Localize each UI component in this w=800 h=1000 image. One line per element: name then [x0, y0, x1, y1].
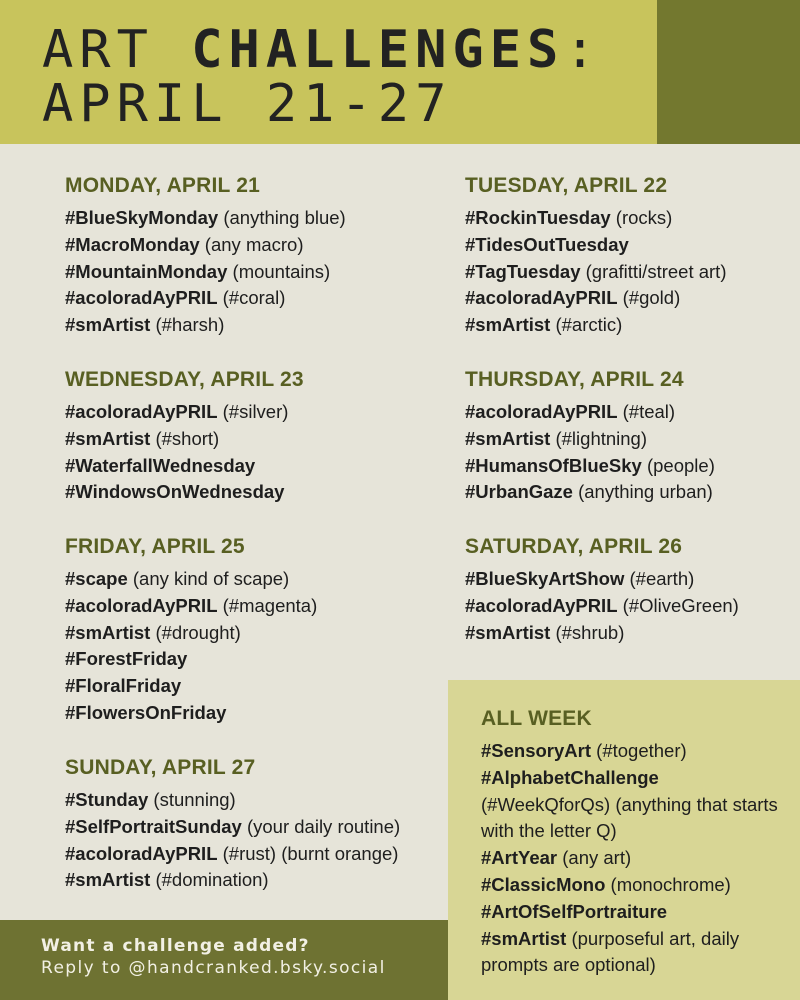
challenge-item [65, 259, 346, 286]
day-heading: FRIDAY, APRIL 25 [65, 535, 245, 558]
footer-prompt: Want a challenge added? [41, 936, 310, 956]
challenge-item [465, 453, 715, 480]
hashtag: #ClassicMono [481, 873, 606, 895]
hashtag: #acoloradAyPRIL [65, 594, 218, 616]
day-section-all-week [481, 706, 781, 979]
challenge-item [65, 673, 317, 700]
hashtag: #WaterfallWednesday [65, 454, 256, 476]
title-light-part: ART [42, 20, 192, 80]
hashtag: #TidesOutTuesday [465, 233, 629, 255]
day-section-saturday [465, 534, 739, 646]
day-section-thursday [465, 367, 715, 506]
day-section-friday [65, 534, 317, 727]
hashtag-note: (grafitti/street art) [580, 260, 727, 282]
hashtag: #SensoryArt [481, 740, 592, 761]
challenge-item [65, 479, 304, 506]
challenge-item [481, 899, 781, 926]
challenge-item [465, 593, 739, 620]
hashtag: #BlueSkyMonday [65, 207, 219, 228]
header-corner-block [657, 0, 800, 144]
hashtag: #smArtist [465, 427, 551, 449]
hashtag: #acoloradAyPRIL [65, 401, 218, 422]
hashtag-note: (#domination) [150, 869, 269, 891]
hashtag-note: (people) [641, 454, 715, 476]
challenge-item [65, 453, 304, 480]
footer-contact: Reply to @handcranked.bsky.social [41, 958, 386, 978]
hashtag-note: (any art) [557, 847, 632, 869]
challenge-item [465, 312, 726, 339]
challenge-item [481, 845, 781, 872]
day-section-monday [65, 173, 346, 339]
hashtag-note: (your daily routine) [241, 815, 401, 837]
title-colon: : [564, 20, 602, 80]
challenge-item [65, 285, 346, 312]
hashtag-note: (anything blue) [218, 207, 346, 228]
day-heading: ALL WEEK [481, 707, 592, 730]
hashtag: #UrbanGaze [465, 481, 573, 503]
challenge-item [65, 312, 346, 339]
challenge-item [465, 426, 715, 453]
hashtag: #ForestFriday [65, 648, 188, 670]
challenge-item [65, 399, 304, 426]
hashtag: #acoloradAyPRIL [465, 594, 618, 616]
challenge-list [465, 205, 726, 339]
hashtag-note: (purposeful art, daily prompts are optional) [481, 927, 740, 976]
hashtag: #Stunday [65, 789, 149, 810]
challenge-item [481, 926, 781, 980]
hashtag: #RockinTuesday [465, 207, 611, 228]
hashtag: #HumansOfBlueSky [465, 454, 642, 476]
hashtag: #smArtist [465, 621, 551, 643]
challenge-list [65, 399, 304, 506]
challenge-item [465, 259, 726, 286]
hashtag: #ArtYear [481, 847, 558, 869]
hashtag: #acoloradAyPRIL [465, 287, 618, 309]
hashtag-note: (monochrome) [605, 873, 731, 895]
day-heading: WEDNESDAY, APRIL 23 [65, 368, 304, 391]
hashtag: #scape [65, 568, 128, 589]
challenge-item [465, 566, 739, 593]
day-section-wednesday [65, 367, 304, 506]
challenge-item [65, 841, 400, 868]
hashtag: #smArtist [65, 314, 151, 336]
challenge-list [465, 566, 739, 646]
challenge-item [465, 399, 715, 426]
hashtag-note: (any kind of scape) [127, 568, 290, 589]
challenge-item [481, 765, 781, 845]
challenge-list [65, 205, 346, 339]
challenge-item [65, 787, 400, 814]
hashtag-note: (any macro) [199, 233, 304, 255]
hashtag: #FlowersOnFriday [65, 701, 227, 723]
challenge-item [65, 620, 317, 647]
challenge-item [65, 426, 304, 453]
challenge-list [481, 738, 781, 979]
challenge-item [465, 620, 739, 647]
day-heading: SATURDAY, APRIL 26 [465, 535, 683, 558]
hashtag: #acoloradAyPRIL [65, 842, 218, 864]
hashtag-note: (#silver) [217, 401, 289, 422]
hashtag-note: (#harsh) [150, 314, 225, 336]
hashtag: #smArtist [481, 927, 567, 949]
hashtag-note: (#short) [150, 427, 220, 449]
challenge-item [65, 646, 317, 673]
challenge-item [481, 738, 781, 765]
page-title-line-2: APRIL 21-27 [42, 74, 453, 134]
challenge-item [65, 566, 317, 593]
hashtag-note: (#lightning) [550, 427, 648, 449]
day-heading: MONDAY, APRIL 21 [65, 174, 260, 197]
challenge-item [65, 205, 346, 232]
hashtag: #MountainMonday [65, 260, 228, 282]
hashtag-note: (#WeekQforQs) (anything that starts with the letter Q) [481, 793, 778, 842]
hashtag: #ArtOfSelfPortraiture [481, 900, 668, 922]
hashtag: #acoloradAyPRIL [465, 401, 618, 422]
challenge-item [65, 700, 317, 727]
challenge-list [465, 399, 715, 506]
hashtag-note: (anything urban) [572, 481, 713, 503]
hashtag: #smArtist [465, 314, 551, 336]
challenge-item [481, 872, 781, 899]
hashtag-note: (#teal) [617, 401, 676, 422]
hashtag-note: (#shrub) [550, 621, 625, 643]
hashtag: #FloralFriday [65, 675, 182, 697]
hashtag-note: (#earth) [624, 568, 695, 589]
challenge-item [65, 867, 400, 894]
hashtag: #SelfPortraitSunday [65, 815, 242, 837]
day-section-sunday [65, 755, 400, 894]
challenge-item [65, 232, 346, 259]
challenge-item [465, 285, 726, 312]
hashtag: #AlphabetChallenge [481, 766, 659, 788]
hashtag: #BlueSkyArtShow [465, 568, 625, 589]
hashtag: #WindowsOnWednesday [65, 481, 285, 503]
hashtag: #TagTuesday [465, 260, 581, 282]
day-section-tuesday [465, 173, 726, 339]
title-bold-part: CHALLENGES [191, 20, 565, 80]
challenge-item [65, 814, 400, 841]
hashtag: #smArtist [65, 869, 151, 891]
page-title-line-1 [42, 22, 602, 78]
hashtag: #smArtist [65, 621, 151, 643]
hashtag: #MacroMonday [65, 233, 200, 255]
hashtag-note: (#coral) [217, 287, 286, 309]
challenge-list [65, 566, 317, 727]
hashtag: #smArtist [65, 427, 151, 449]
hashtag-note: (#arctic) [550, 314, 623, 336]
challenge-list [65, 787, 400, 894]
hashtag-note: (#drought) [150, 621, 241, 643]
hashtag-note: (#magenta) [217, 594, 318, 616]
challenge-item [465, 232, 726, 259]
hashtag-note: (#OliveGreen) [617, 594, 739, 616]
hashtag-note: (stunning) [148, 789, 236, 810]
hashtag-note: (mountains) [227, 260, 331, 282]
hashtag-note: (#gold) [617, 287, 681, 309]
hashtag-note: (#together) [591, 740, 687, 761]
hashtag: #acoloradAyPRIL [65, 287, 218, 309]
day-heading: THURSDAY, APRIL 24 [465, 368, 684, 391]
challenge-item [465, 479, 715, 506]
challenge-item [65, 593, 317, 620]
hashtag-note: (#rust) (burnt orange) [217, 842, 399, 864]
day-heading: TUESDAY, APRIL 22 [465, 174, 668, 197]
day-heading: SUNDAY, APRIL 27 [65, 756, 256, 779]
hashtag-note: (rocks) [610, 207, 673, 228]
challenge-item [465, 205, 726, 232]
